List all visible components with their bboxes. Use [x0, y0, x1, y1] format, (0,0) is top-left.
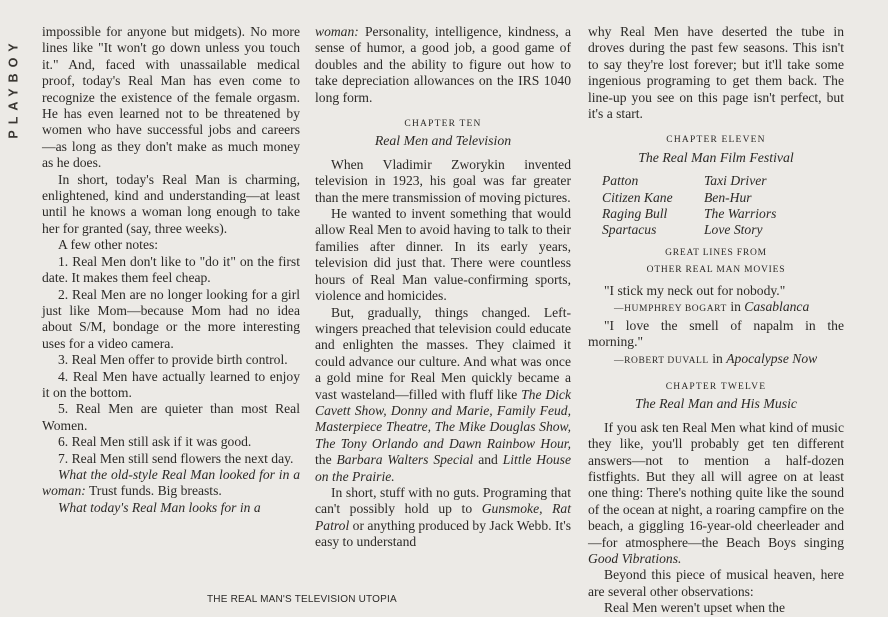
- paragraph: He wanted to invent something that would allow Real Men to avoid having to talk to their families after dinner. In its early years, television did just that. There were countless hours of Real Man value-confirming sports, violence and homicides.: [315, 206, 571, 304]
- paragraph: [315, 485, 571, 551]
- paragraph: Real Men weren't upset when the: [604, 600, 785, 616]
- quote-attribution: [588, 299, 844, 317]
- attribution-name: —HUMPHREY BOGART: [614, 304, 727, 315]
- text: But, gradually, things changed. Left-wingers preached that television could educate and enlighten the masses. They claimed it could advance our culture. And what was once a gold mine for Real Men quickly became a vast wasteland—filled with fluff like: [315, 304, 571, 402]
- chapter-heading: CHAPTER TEN: [404, 119, 482, 130]
- film-title: Raging Bull: [602, 206, 668, 222]
- quote: "I love the smell of napalm in the morning.": [588, 317, 844, 350]
- magazine-sidebar-label: [0, 28, 28, 148]
- lead-in: What the old-style Real Man looked for in a woman:: [42, 466, 300, 499]
- paragraph: why Real Men have deserted the tube in droves during the past few seasons. This isn't to say they're lost forever; but it'll take some ingenious programing to get them back. The line-up you see on this page isn't perfect, but it's a start.: [588, 24, 844, 122]
- paragraph: [315, 305, 571, 485]
- show-titles: Gunsmoke, Rat Patrol: [315, 501, 571, 533]
- quote: "I stick my neck out for nobody.": [604, 282, 786, 298]
- show-title: Little House on the Prairie.: [315, 452, 572, 484]
- note-item: 4. Real Men have actually learned to enjoy it on the bottom.: [42, 368, 300, 400]
- chapter-title: The Real Man Film Festival: [638, 149, 794, 165]
- text: In short, stuff with no guts. Programing that can't possibly hold up to: [315, 484, 571, 517]
- paragraph: [42, 467, 300, 500]
- film-row: [602, 206, 776, 222]
- paragraph: What today's Real Man looks for in a: [58, 499, 261, 515]
- film-title: Casablanca: [744, 299, 810, 315]
- note-item: 6. Real Men still ask if it was good.: [58, 434, 252, 450]
- film-title: Apocalypse Now: [726, 350, 818, 366]
- text: in: [708, 350, 727, 366]
- magazine-name: PLAYBOY: [7, 37, 21, 139]
- film-title: Patton: [602, 173, 639, 189]
- chapter-heading: CHAPTER ELEVEN: [666, 135, 766, 146]
- paragraph: In short, today's Real Man is charming, enlightened, kind and understanding—at least until he knows a woman long enough to take her for granted (say, three weeks).: [42, 171, 300, 236]
- film-title: Citizen Kane: [602, 189, 673, 205]
- show-title: Barbara Walters Special: [336, 452, 474, 468]
- column-2: [315, 24, 571, 551]
- song-title: Good Vibrations.: [588, 550, 682, 566]
- attribution-name: —ROBERT DUVALL: [614, 355, 709, 366]
- paragraph: A few other notes:: [58, 237, 159, 253]
- film-row: [602, 222, 776, 238]
- paragraph: impossible for anyone but midgets). No more lines like "It won't go down unless you touch it." And, faced with unassailable medical proof, today's Real Man has even come to recognize the existence of the female orgasm. He has even learned not to be threatened by women who have successful jobs and careers—as long as they don't make as much money as he does.: [42, 24, 300, 171]
- note-item: 7. Real Men still send flowers the next day.: [58, 450, 294, 466]
- text: and: [473, 452, 503, 468]
- paragraph: When Vladimir Zworykin invented television in 1923, his goal was far greater than the mere transmission of moving pictures.: [315, 156, 571, 205]
- column-1: [42, 24, 300, 516]
- text: or anything produced by Jack Webb. It's easy to understand: [315, 517, 571, 550]
- quote-attribution: [588, 351, 844, 369]
- column-3: [588, 24, 844, 617]
- note-item: 2. Real Men are no longer looking for a girl just like Mom—because Mom had no idea about S/M, bondage or the more interesting uses for a video camera.: [42, 286, 300, 351]
- chapter-title: The Real Man and His Music: [634, 396, 798, 412]
- film-title: Love Story: [704, 222, 763, 238]
- section-heading: OTHER REAL MAN MOVIES: [646, 264, 786, 275]
- film-title: Ben-Hur: [704, 189, 752, 205]
- film-title: Spartacus: [602, 222, 657, 238]
- paragraph: [588, 420, 844, 568]
- section-heading: GREAT LINES FROM: [665, 247, 767, 258]
- note-item: 1. Real Men don't like to "do it" on the first date. It makes them feel cheap.: [42, 253, 300, 286]
- photo-caption: THE REAL MAN'S TELEVISION UTOPIA: [207, 594, 397, 605]
- text: the: [315, 452, 337, 468]
- lead-in: woman:: [315, 24, 359, 39]
- film-title: The Warriors: [704, 206, 777, 222]
- text: Personality, intelligence, kindness, a sense of humor, a good job, a good game of doubles and the ability to figure out how to take depreciation allowances on the IRS 1040 long form.: [315, 24, 571, 105]
- text: in: [726, 299, 745, 315]
- show-titles: The Dick Cavett Show, Donny and Marie, Family Feud, Masterpiece Theatre, The Mike Douglas Show, The Tony Orlando and Dawn Rainbow Hour,: [315, 386, 571, 451]
- film-row: [602, 190, 776, 206]
- film-list: [602, 173, 776, 239]
- chapter-title: Real Men and Television: [374, 133, 512, 149]
- note-item: 5. Real Men are quieter than most Real Women.: [42, 401, 300, 433]
- text: If you ask ten Real Men what kind of music they like, you'll probably get ten different answers—not to mention a half-dozen fistfights. But they all will agree on at least one thing: There's nothing quite like the sound of the ocean at night, a roaring campfire on the beach, a giggling 16-year-old cheerleader and—for atmosphere—the Beach Boys singing: [588, 419, 844, 550]
- note-item: 3. Real Men offer to provide birth control.: [58, 352, 288, 368]
- film-row: [602, 173, 776, 189]
- text: Trust funds. Big breasts.: [85, 483, 222, 499]
- chapter-heading: CHAPTER TWELVE: [665, 381, 767, 392]
- film-title: Taxi Driver: [704, 173, 767, 189]
- paragraph: [315, 24, 571, 106]
- paragraph: Beyond this piece of musical heaven, here are several other observations:: [588, 567, 844, 599]
